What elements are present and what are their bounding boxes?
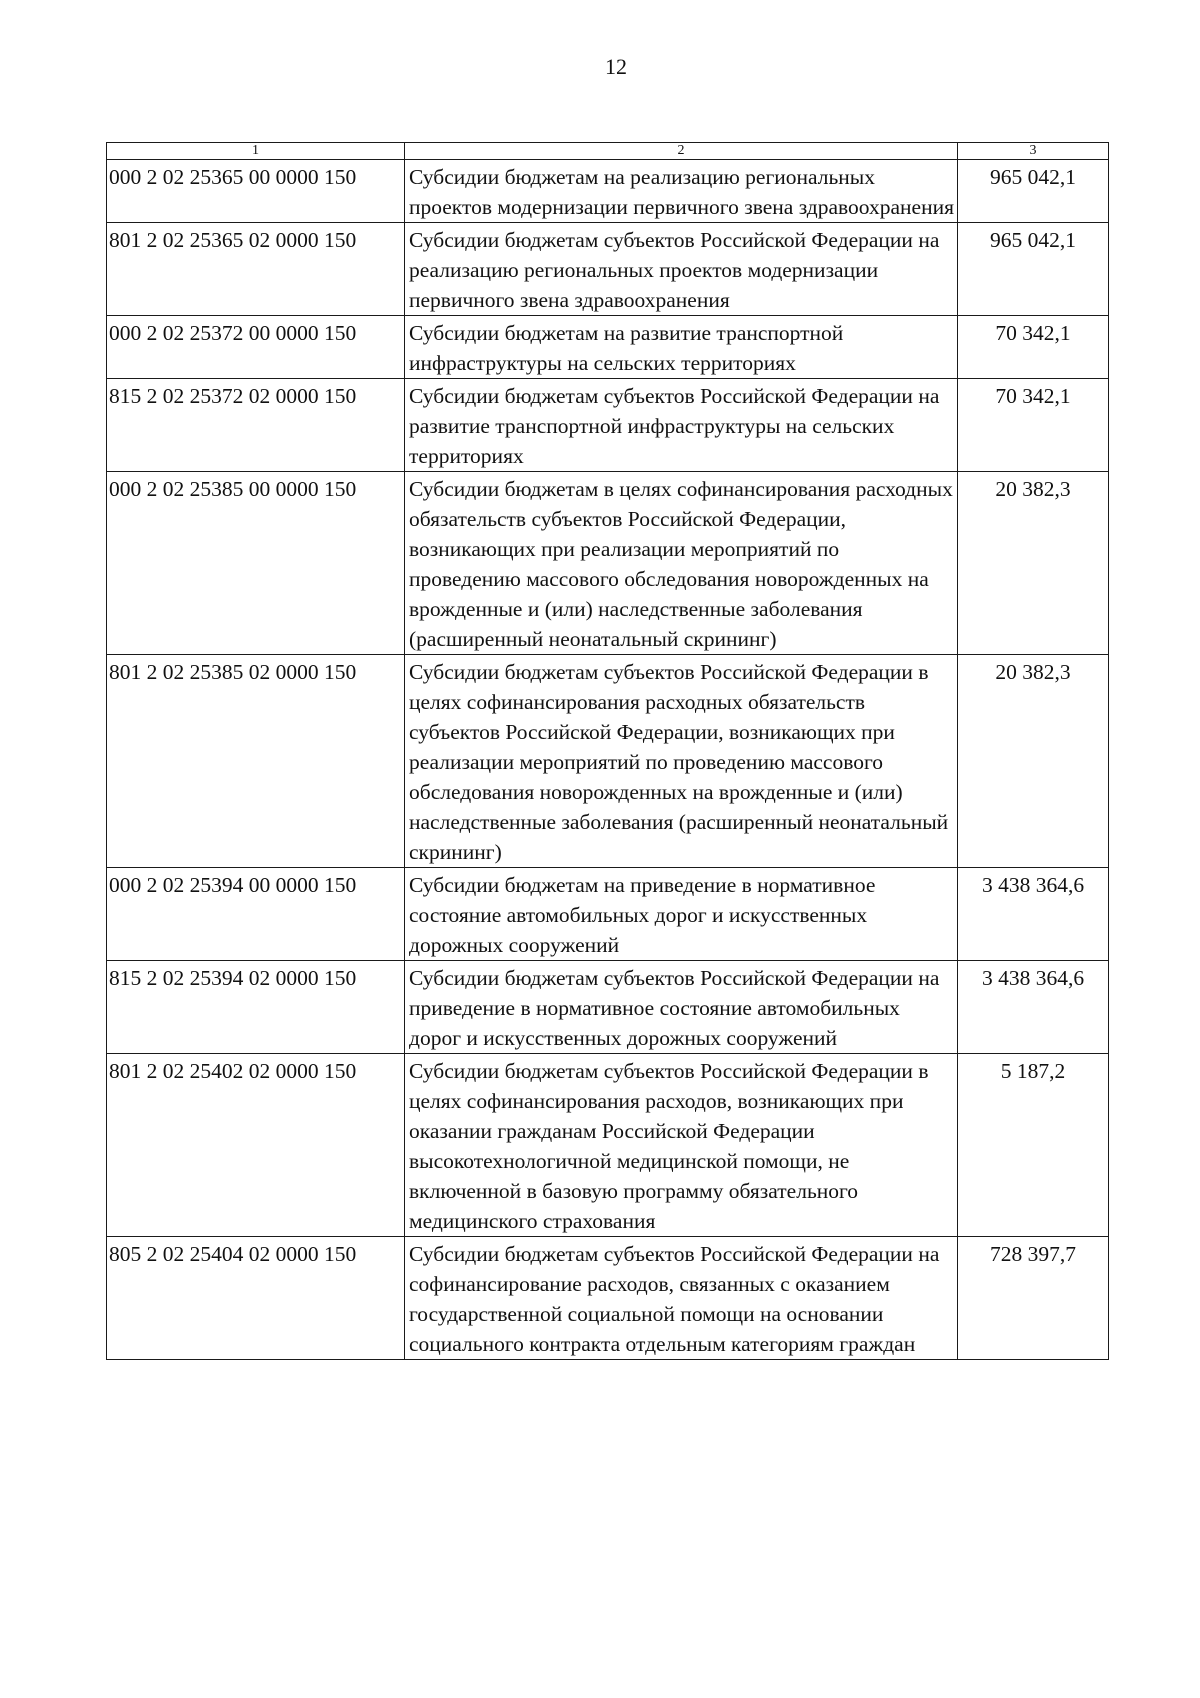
income-name-cell: Субсидии бюджетам на приведение в нормативное состояние автомобильных дорог и искусственных дорожных сооружений bbox=[405, 868, 958, 961]
amount-cell: 965 042,1 bbox=[958, 223, 1109, 316]
page-number: 12 bbox=[605, 54, 627, 79]
budget-table bbox=[106, 142, 1109, 1360]
income-name-cell: Субсидии бюджетам на развитие транспортной инфраструктуры на сельских территориях bbox=[405, 316, 958, 379]
income-name-cell: Субсидии бюджетам субъектов Российской Федерации на приведение в нормативное состояние автомобильных дорог и искусственных дорожных сооружений bbox=[405, 961, 958, 1054]
table-row bbox=[107, 1054, 1109, 1237]
income-code-cell: 000 2 02 25394 00 0000 150 bbox=[107, 868, 405, 961]
income-name-cell: Субсидии бюджетам субъектов Российской Федерации на реализацию региональных проектов модернизации первичного звена здравоохранения bbox=[405, 223, 958, 316]
income-code-cell: 815 2 02 25394 02 0000 150 bbox=[107, 961, 405, 1054]
income-code-cell: 801 2 02 25365 02 0000 150 bbox=[107, 223, 405, 316]
income-name-cell: Субсидии бюджетам субъектов Российской Федерации на развитие транспортной инфраструктуры на сельских территориях bbox=[405, 379, 958, 472]
income-name-cell: Субсидии бюджетам в целях софинансирования расходных обязательств субъектов Российской Федерации, возникающих при реализации мероприятий по проведению массового обследования новорожденных на врожденные и (или) наследственные заболевания (расширенный неонатальный скрининг) bbox=[405, 472, 958, 655]
income-code-cell: 815 2 02 25372 02 0000 150 bbox=[107, 379, 405, 472]
amount-cell: 3 438 364,6 bbox=[958, 961, 1109, 1054]
income-name-cell: Субсидии бюджетам субъектов Российской Федерации в целях софинансирования расходов, возникающих при оказании гражданам Российской Федерации высокотехнологичной медицинской помощи, не включенной в базовую программу обязательного медицинского страхования bbox=[405, 1054, 958, 1237]
income-code-cell: 000 2 02 25385 00 0000 150 bbox=[107, 472, 405, 655]
table-row bbox=[107, 379, 1109, 472]
table-row bbox=[107, 160, 1109, 223]
table-row bbox=[107, 1237, 1109, 1360]
table-row bbox=[107, 472, 1109, 655]
income-name-cell: Субсидии бюджетам субъектов Российской Федерации в целях софинансирования расходных обязательств субъектов Российской Федерации, возникающих при реализации мероприятий по проведению массового обследования новорожденных на врожденные и (или) наследственные заболевания (расширенный неонатальный скрининг) bbox=[405, 655, 958, 868]
header-col-2: 2 bbox=[405, 143, 958, 160]
income-code-cell: 000 2 02 25372 00 0000 150 bbox=[107, 316, 405, 379]
table-row bbox=[107, 316, 1109, 379]
amount-cell: 3 438 364,6 bbox=[958, 868, 1109, 961]
table-row bbox=[107, 868, 1109, 961]
header-col-1: 1 bbox=[107, 143, 405, 160]
amount-cell: 70 342,1 bbox=[958, 316, 1109, 379]
table-row bbox=[107, 223, 1109, 316]
amount-cell: 728 397,7 bbox=[958, 1237, 1109, 1360]
income-code-cell: 805 2 02 25404 02 0000 150 bbox=[107, 1237, 405, 1360]
income-code-cell: 801 2 02 25385 02 0000 150 bbox=[107, 655, 405, 868]
header-col-3: 3 bbox=[958, 143, 1109, 160]
income-code-cell: 801 2 02 25402 02 0000 150 bbox=[107, 1054, 405, 1237]
income-name-cell: Субсидии бюджетам субъектов Российской Федерации на софинансирование расходов, связанных с оказанием государственной социальной помощи на основании социального контракта отдельным категориям граждан bbox=[405, 1237, 958, 1360]
table-row bbox=[107, 655, 1109, 868]
amount-cell: 20 382,3 bbox=[958, 472, 1109, 655]
income-code-cell: 000 2 02 25365 00 0000 150 bbox=[107, 160, 405, 223]
amount-cell: 5 187,2 bbox=[958, 1054, 1109, 1237]
amount-cell: 965 042,1 bbox=[958, 160, 1109, 223]
amount-cell: 20 382,3 bbox=[958, 655, 1109, 868]
amount-cell: 70 342,1 bbox=[958, 379, 1109, 472]
income-name-cell: Субсидии бюджетам на реализацию региональных проектов модернизации первичного звена здравоохранения bbox=[405, 160, 958, 223]
table-header-row bbox=[107, 143, 1109, 160]
table-row bbox=[107, 961, 1109, 1054]
